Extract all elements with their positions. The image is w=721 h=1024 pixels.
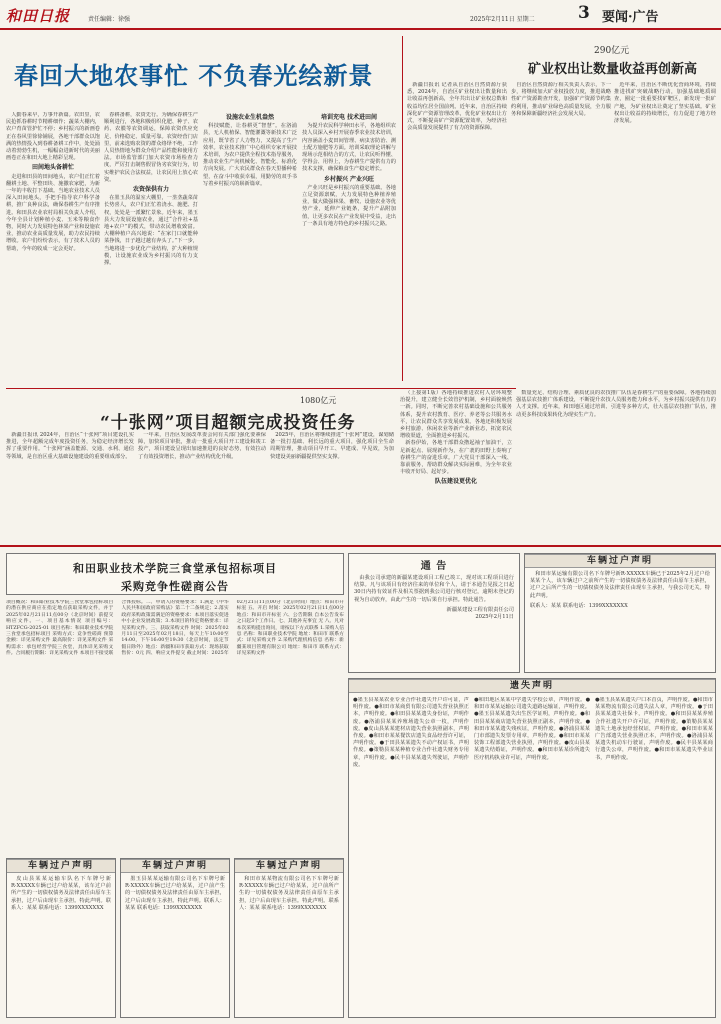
notice-text: 由我公司承建的新疆某建设项目工程已竣工，现对该工程项目进行结算。凡与该项目有经济往来的单位和个人，请于本通告见报之日起30日内持有效证件及相关票据到我公司进行核对登记，逾期未登记的视为自动放弃，由此产生的一切后果自行承担。特此通告。	[354, 575, 514, 603]
notice-signer: 新疆某建设工程有限责任公司	[446, 606, 514, 613]
lost-notices-box	[348, 678, 716, 1018]
investment-headline: “十张网”项目超额完成投资任务	[100, 413, 356, 433]
lead-headline: 春回大地农事忙 不负春光绘新景	[14, 61, 374, 90]
lead-text-1: 走进和田县的田间地头，农户们正忙着翻耕土地、平整田块、施撒农家肥，为新一年的丰收打下基础。当地农业技术人员深入田间地头，手把手指导农户科学备耕，推广良种良法，确保春耕生产有序推进。和田县农业农村局相关负责人介绍，今年全县计划种植小麦、玉米等粮食作物，同时大力发展特色林果产业和设施农业，推动农业高质量发展，助力农民持续增收。农户们纷纷表示，有了技术人员的帮助，今年的收成一定会更好。	[6, 173, 100, 252]
lead-subhead-2: 农资保供有力	[132, 186, 169, 194]
vehicle-transfer-box-1-body	[7, 873, 115, 915]
lost-notices-text-1: ●墨玉县某某农业专业合作社遗失开户许可证，声明作废。●和田市某商贸有限公司遗失营业执照正本，声明作废。●和田县某某遗失身份证，声明作废。●洛浦县某某养殖场遗失公章一枚，声明作废。●皮山县某某建材店遗失营业执照副本，声明作废。●和田市某某餐饮店遗失食品经营许可证，声明作废。●于田县某某遗失不动产权证书，声明作废。●策勒县某某种植专业合作社遗失财务专用章，声明作废。●民丰县某某遗失驾驶证，声明作废。	[353, 697, 469, 768]
continuation-text-2: 新春伊始，各地干部群众撸起袖子加油干，立足新起点、展现新作为，在广袤的田野上奏响了春耕生产的奋进乐章。广大党员干部深入一线、靠前服务，帮助群众解决实际困难，为全年农业丰收开好局、起好步。	[400, 440, 512, 476]
lead-subhead-5: 乡村振兴 产业兴旺	[323, 175, 375, 183]
issue-date: 2025年2月11日 星期二	[470, 16, 535, 23]
investment-column-2	[138, 432, 266, 540]
vehicle-transfer-box-1-title: 车辆过户声明	[7, 859, 115, 873]
lead-text-2: 春耕备耕，农资先行。为确保春耕生产顺利进行，各地积极组织化肥、种子、农药、农膜等农资调运，保障农资供应充足、价格稳定、质量可靠。农资经营门店里，前来选购农资的群众络绎不绝，工作人员热情地为群众介绍产品性能和使用方法。市场监管部门加大农资市场检查力度，严厉打击制售假冒伪劣农资行为，切实维护农民合法权益，让农民用上放心农资。	[104, 112, 198, 183]
lost-notices-text-2: ●和田地区某某中学遗失学校公章，声明作废。●和田市某某运输公司遗失道路运输证，声明作废。●墨玉县某某遗失出生医学证明，声明作废。●和田县某某商店遗失营业执照正副本，声明作废。●和田市某某遗失残疾证，声明作废。●洛浦县某某门市部遗失发票专用章，声明作废。●和田市某某装饰工程部遗失营业执照，声明作废。●皮山县某某遗失结婚证，声明作废。●和田市某某诊所遗失医疗机构执业许可证，声明作废。	[474, 697, 590, 761]
lead-column-4	[302, 112, 396, 390]
notice-box	[348, 553, 520, 673]
vehicle-transfer-box-2-body	[121, 873, 229, 915]
continuation-subhead: 队伍建设更优化	[434, 478, 477, 486]
lost-notices-title: 遗失声明	[349, 679, 715, 693]
vehicle-transfer-box-2-text: 墨玉县某某运输有限公司名下车牌号新R·XXXXX车辆已过户给某某，过户前产生的一切债权债务及法律责任由原车主承担，过户后由现车主承担。特此声明。联系人：某某 联系电话：1399XXXXXXX	[125, 876, 225, 911]
page-section-title: 要闻·广告	[602, 10, 659, 25]
vehicle-transfer-box-1	[6, 858, 116, 1018]
lead-intro: 人勤春来早，万事开新篇。农田里，农民抢抓春耕时节精耕细作；蔬菜大棚内，农户育苗管护忙不停；乡村振兴的新画卷正在春风里徐徐铺展，各地干部群众以饱满的热情投入到春耕备耕工作中，处处涌动着勃勃生机，一幅幅奋进新时代的美丽画卷正在和田大地上精彩呈现。	[6, 112, 100, 162]
lead-text-3: 在墨玉县的温室大棚里，一垄垄蔬菜苗长势喜人，农户们正忙着浇水、施肥、打杈，处处是一派繁忙景象。近年来，墨玉县大力发展设施农业，通过“合作社+基地+农户”的模式，带动农民增收致富。大棚种植户高兴地说：“在家门口就能种菜挣钱，日子越过越有奔头了。”下一步，当地将进一步优化产业结构，扩大种植规模，让设施农业成为乡村振兴的有力支撑。	[104, 195, 198, 267]
procurement-notice-header	[6, 553, 344, 595]
vehicle-transfer-contact: 联系人：某某 联系电话：1399XXXXXXX	[530, 602, 628, 609]
continuation-text-1: （上接第1版）各地持续推进农村人居环境整治提升，建立健全长效管护机制，乡村面貌焕然一新。同时，不断完善农村基础设施和公共服务体系，提升农村教育、医疗、养老等公共服务水平，让农民群众共享发展成果。各地还积极发展乡村旅游、休闲农业等新产业新业态，拓宽农民增收渠道，全面推进乡村振兴。	[400, 390, 512, 440]
investment-column-3	[270, 432, 394, 540]
procurement-notice-body	[6, 600, 344, 850]
vehicle-transfer-top-right	[524, 553, 716, 673]
lead-subhead-3: 设施农业生机盎然	[225, 114, 274, 121]
lead-column-3	[203, 112, 297, 390]
vehicle-transfer-box-3	[234, 858, 344, 1018]
vehicle-transfer-box-1-text: 皮山县某某运输车队名下车牌号新R·XXXXX车辆已过户给某某，该车过户前所产生的一切债权债务及法律责任由原车主承担，过户后由现车主承担。特此声明。联系人：某某 联系电话：1399XXXXXXX	[11, 876, 111, 911]
vehicle-transfer-box-3-title: 车辆过户声明	[235, 859, 343, 873]
vehicle-transfer-box-3-text: 和田市某某物流有限公司名下车牌号新R·XXXXX车辆已过户给某某，过户前所产生的一切债权债务及法律责任由原车主承担，过户后由现车主承担。特此声明。联系人：某某 联系电话：1399XXXXXXX	[239, 876, 339, 911]
vehicle-transfer-body	[525, 568, 715, 603]
investment-kicker: 1080亿元	[300, 396, 337, 405]
mining-text-2: 自治区自然资源厅相关负责人表示，下一步，将继续加大矿业权投放力度，推进战略性矿产资源勘查开发，加强矿产资源节约集约利用，推动矿业绿色高质量发展，全力服务和保障新疆经济社会发展大局。	[511, 82, 611, 117]
investment-text-3: 2025年，自治区将继续推进“十张网”建设，谋划储备一批打基础、利长远的重大项目，强化项目全生命周期管理，推动项目早开工、早建成、早见效，为加快建设美丽新疆提供坚实支撑。	[270, 432, 394, 460]
lead-subhead-4: 培训充电 技术进田间	[320, 114, 378, 121]
mining-headline: 矿业权出让数量收益再创新高	[528, 62, 698, 77]
notice-title: 通 告	[420, 561, 448, 572]
mining-column-1	[407, 82, 507, 382]
vehicle-transfer-text: 和田市某运输有限公司名下车牌号新R·XXXXX车辆已于2025年2月过户给某某个人，该车辆过户之前所产生的一切债权债务及法律责任由原车主承担，过户之后所产生的一切债权债务及法律责任由现车主承担，与我公司无关。特此声明。	[530, 571, 710, 599]
mining-text-3: 近年来，自治区不断优化营商环境，持续推进找矿突破战略行动，加强基础地质调查，圈定一批重要找矿靶区，新发现一批矿产地，为矿业权出让奠定了坚实基础。矿业权出让收益的持续增长，有力促进了地方经济发展。	[614, 82, 716, 125]
procurement-title-1: 和田职业技术学院三食堂承包招标项目	[73, 562, 277, 575]
editor-credit: 责任编辑：徐强	[88, 16, 131, 23]
masthead-logo: 和田日报	[6, 7, 71, 25]
mining-column-2	[511, 82, 611, 382]
mining-kicker: 290亿元	[594, 46, 630, 56]
vehicle-transfer-box-2	[120, 858, 230, 1018]
mining-column-3	[614, 82, 716, 382]
investment-text-2: 一年来，自治区发展改革委会同有关部门强化要素保障，加快项目审批，推动一批重大项目开工建设和竣工投产，项目建设呈现出加速推进的良好态势，有效拉动了有效投资增长，推动产业结构优化升级。	[138, 432, 266, 460]
continuation-column-1	[400, 390, 512, 540]
mining-text-1: 新疆日报讯 记者从自治区自然资源厅获悉，2024年，自治区矿业权出让数量和出让收益再创新高，全年共出让矿业权总数和收益均位居全国前列。近年来，自治区持续深化矿产资源管理改革，优化矿业权出让方式，不断提高矿产资源配置效率，为经济社会高质量发展提供了有力的资源保障。	[407, 82, 507, 132]
continuation-column-2	[516, 390, 716, 540]
lead-text-5: 为提升农民科学种田水平，各地组织农技人员深入乡村开展春季农业技术培训，内容涵盖小麦田间管理、病虫害防治、测土配方施肥等方面。培训采取理论讲解与现场示范相结合的方式，让农民听得懂、学得会、用得上，为春耕生产提供有力的技术支撑，确保粮食生产稳定增长。	[302, 123, 396, 173]
investment-column-1	[6, 432, 134, 540]
lead-column-2	[104, 112, 198, 390]
page-number: 3	[578, 3, 590, 23]
procurement-title-2: 采购竞争性磋商公告	[121, 580, 229, 593]
investment-text-1: 新疆日报讯 2024年，自治区“十张网”项目建设扎实推进，全年超额完成年度投资任务，为稳定经济增长发挥了重要作用。“十张网”涵盖能源、交通、水利、通信等领域，是自治区重大基础设施建设的重要组成部分。	[6, 432, 134, 460]
lost-notices-text-3: ●墨玉县某某遗失户口本首页，声明作废。●和田市某某物流有限公司遗失法人章，声明作废。●于田县某某遗失社保卡，声明作废。●和田县某某养殖合作社遗失开户许可证，声明作废。●策勒县某某遗失土地承包经营权证，声明作废。●和田市某某广告部遗失营业执照正本，声明作废。●洛浦县某某遗失机动车行驶证，声明作废。●民丰县某某商行遗失公章，声明作废。●和田市某某遗失毕业证书，声明作废。	[595, 697, 713, 761]
notice-body	[349, 572, 519, 607]
notice-date: 2025年2月11日	[475, 614, 514, 621]
vehicle-transfer-box-3-body	[235, 873, 343, 915]
lost-notices-column-3	[595, 697, 713, 1015]
page-header	[0, 0, 721, 30]
lost-notices-column-1	[353, 697, 469, 1015]
lost-notices-column-2	[474, 697, 590, 1015]
procurement-body-text: 项目概况：和田职业技术学院三食堂承包招标项目的潜在供应商应在指定地点获取采购文件，并于2025年02月21日11点00分（北京时间）前提交响应文件。一、项目基本情况 项目编号：HTZFCG-2025-01 项目名称：和田职业技术学院三食堂承包招标项目 采购方式：竞争性磋商 预算金额：详见采购文件 最高限价：详见采购文件 采购需求：承包经营学院三食堂，具体详见采购文件。合同履行期限：详见采购文件 本项目不接受联合体投标。二、申请人的资格要求：1.满足《中华人民共和国政府采购法》第二十二条规定；2.落实政府采购政策需满足的资格要求：本项目落实促进中小企业发展政策；3.本项目的特定资格要求：详见采购文件。三、获取采购文件 时间：2025年02月11日至2025年02月18日，每天上午10:00至14:00，下午16:00至19:30（北京时间，法定节假日除外）地点：新疆和田市获取方式：现场获取 售价：0元 四、响应文件提交 截止时间：2025年02月21日11点00分（北京时间）地点：和田市开标室 五、开启 时间：2025年02月21日11点00分 地点：和田市开标室 六、公告期限 自本公告发布之日起3个工作日。七、其他补充事宜 无 八、凡对本次采购提出询问，请按以下方式联系 1.采购人信息 名称：和田职业技术学院 地址：和田市 联系方式：详见采购文件 2.采购代理机构信息 名称：新疆某项目管理有限公司 地址：和田市 联系方式：详见采购文件	[6, 600, 344, 657]
lead-text-6: 产业兴旺是乡村振兴的重要基础。各地立足资源禀赋，大力发展特色种植养殖业，做大做强林果、畜牧、设施农业等优势产业，延伸产业链条，提升产品附加值，让更多农民在产业发展中受益，走出了一条具有地方特色的乡村振兴之路。	[302, 184, 396, 227]
lead-subhead-1: 田间地头备耕忙	[31, 164, 74, 172]
vehicle-transfer-title: 车辆过户声明	[525, 554, 715, 568]
lead-text-4: 科技赋能，让春耕更“智慧”。在洛浦县，无人机植保、智能灌溉等新技术广泛应用，既节省了人力物力，又提高了生产效率。农业技术推广中心组织专家开展技术培训，为农户提供全程技术指导服务，推动农业生产向机械化、智能化、标准化方向发展。广大农民群众在春天里播种希望，在奋斗中收获幸福，用勤劳的双手书写着乡村振兴的崭新篇章。	[203, 123, 297, 187]
continuation-text-3: 数量充足、结构合理、素质优良的农技推广队伍是春耕生产的重要保障。各地持续加强基层农技推广体系建设，不断提升农技人员服务能力和水平，为乡村振兴提供有力的人才支撑。近年来，和田地区通过培训、引进等多种方式，壮大基层农技推广队伍，推动更多科技成果转化为现实生产力。	[516, 390, 716, 418]
vehicle-transfer-box-2-title: 车辆过户声明	[121, 859, 229, 873]
lead-column-1	[6, 112, 100, 390]
